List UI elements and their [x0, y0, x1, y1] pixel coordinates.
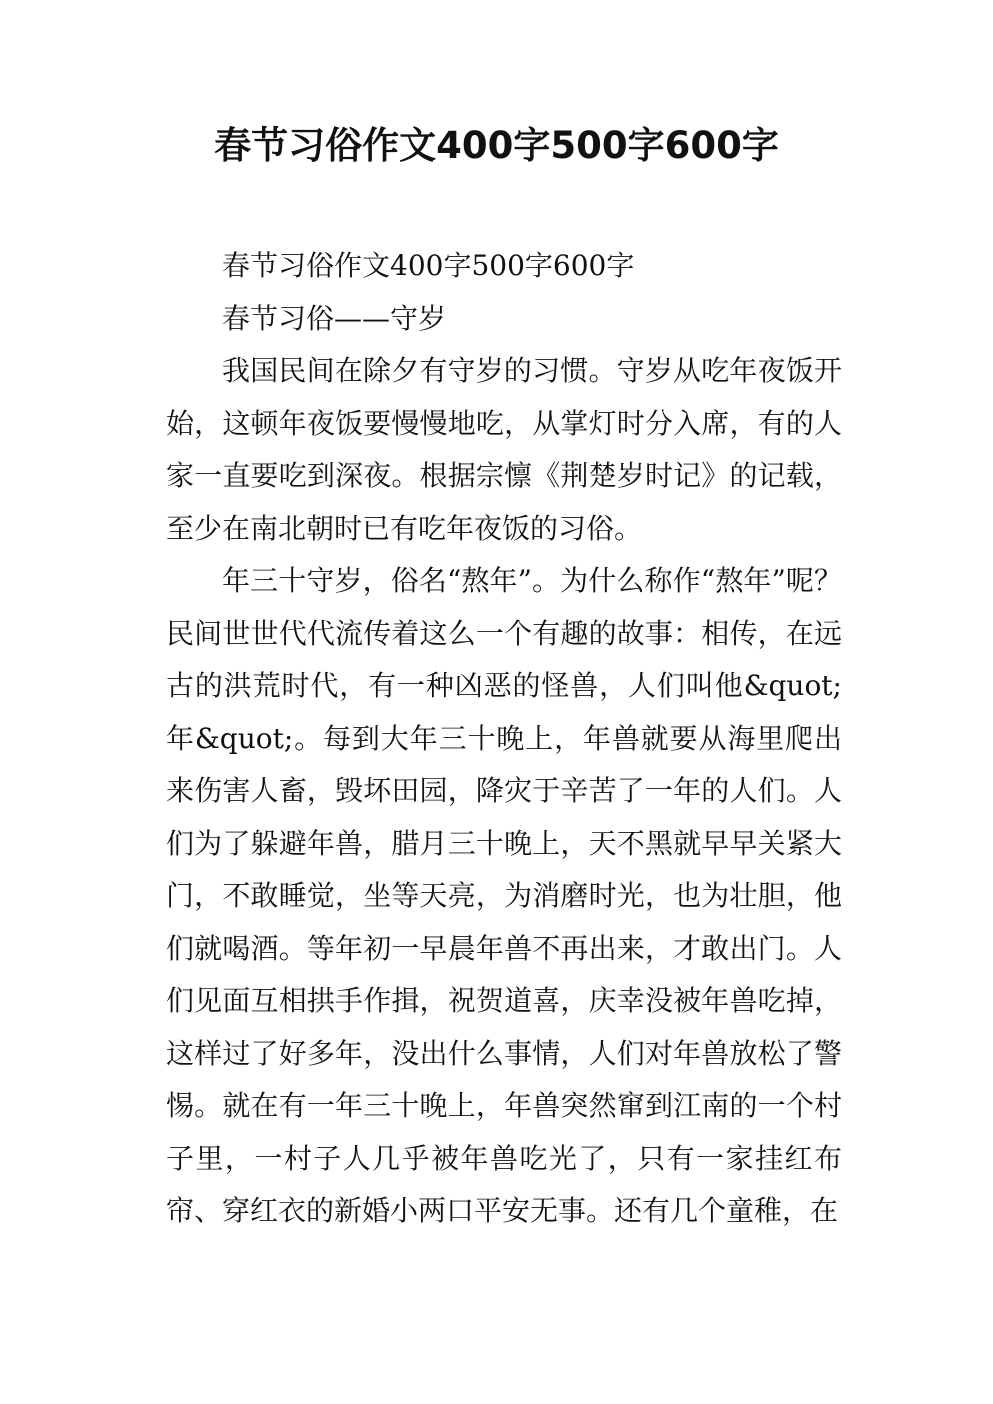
paragraph-subtitle: 春节习俗作文400字500字600字 — [222, 249, 635, 282]
paragraph-story: 年三十守岁，俗名“熬年”。为什么称作“熬年”呢？民间世世代代流传着这么一个有趣的故事：相传，在远古的洪荒时代，有一种凶恶的怪兽，人们叫他&quot;年&quot;。每到大年三十晚上，年兽就要从海里爬出来伤害人畜，毁坏田园，降灾于辛苦了一年的人们。人们为了躲避年兽，腊月三十晚上，天不黑就早早关紧大门，不敢睡觉，坐等天亮，为消磨时光，也为壮胆，他们就喝酒。等年初一早晨年兽不再出来，才敢出门。人们见面互相拱手作揖，祝贺道喜，庆幸没被年兽吃掉，这样过了好多年，没出什么事情，人们对年兽放松了警惕。就在有一年三十晚上，年兽突然窜到江南的一个村子里，一村子人几乎被年兽吃光了，只有一家挂红布帘、穿红衣的新婚小两口平安无事。还有几个童稚，在 — [166, 564, 842, 1227]
document-body — [166, 240, 842, 1238]
document-title: 春节习俗作文400字500字600字 — [214, 124, 779, 167]
paragraph-intro: 我国民间在除夕有守岁的习惯。守岁从吃年夜饭开始，这顿年夜饭要慢慢地吃，从掌灯时分入席，有的人家一直要吃到深夜。根据宗懔《荆楚岁时记》的记载，至少在南北朝时已有吃年夜饭的习俗。 — [166, 354, 842, 545]
paragraph-section-heading: 春节习俗——守岁 — [222, 301, 447, 335]
